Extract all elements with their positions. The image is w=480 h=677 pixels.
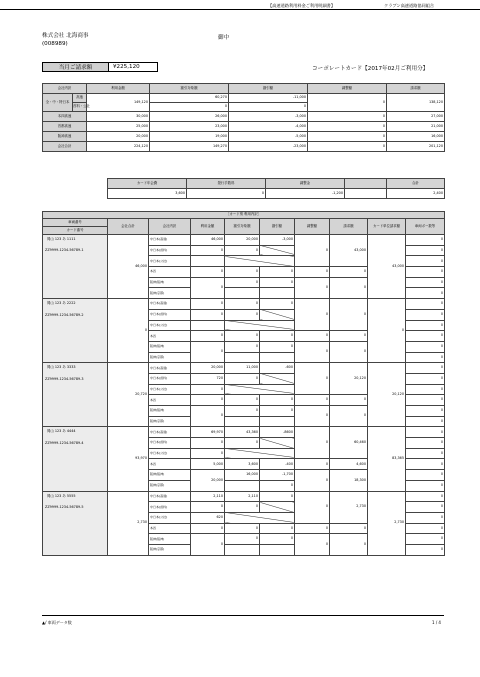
row-usage xyxy=(191,320,225,331)
row-cardcount: 0 xyxy=(406,245,445,256)
row-company: 中日本(首料) xyxy=(149,502,191,513)
row-cardcount: 0 xyxy=(406,235,445,246)
row-usage: 0 xyxy=(191,406,225,427)
row-adjust: 0 xyxy=(295,235,330,267)
row-usage: 0 xyxy=(191,502,225,513)
row-usage: 0 xyxy=(191,384,225,395)
row-disc-target xyxy=(225,352,260,363)
sum-row0-label: 全・中・特日本 xyxy=(43,94,73,112)
page-number: 1 / 4 xyxy=(432,620,441,625)
row-disc: -400 xyxy=(260,459,295,470)
row-adjust: 0 xyxy=(295,267,330,278)
sum-row2-v2: -4,000 xyxy=(229,122,308,132)
row-usage: 69,970 xyxy=(191,427,225,438)
row-disc xyxy=(260,288,295,299)
company-block xyxy=(42,33,89,48)
footer-note: ▲/ 車両データ数 xyxy=(42,620,72,625)
detail-h-7: 請求額 xyxy=(330,219,368,235)
row-slash xyxy=(225,384,295,395)
row-slash xyxy=(225,320,295,331)
row-cardcount: 0 xyxy=(406,352,445,363)
row-disc xyxy=(260,438,295,449)
row-company: 中日本(首料) xyxy=(149,309,191,320)
row-disc-target: 0 xyxy=(225,373,260,384)
card-plate: 岡山 123 あ 4444 xyxy=(47,429,76,434)
detail-h-5: 割引額 xyxy=(260,219,295,235)
sum-row3-v0: 20,000 xyxy=(87,132,150,142)
row-company: 中日本(高速) xyxy=(149,363,191,374)
row-usage: 20,000 xyxy=(191,363,225,374)
card-total: 93,970 xyxy=(108,427,149,491)
row-company: 阪神(京都) xyxy=(149,544,191,555)
row-cardcount: 0 xyxy=(406,384,445,395)
row-cardcount: 0 xyxy=(406,470,445,481)
card-plate: 岡山 123 あ 5555 xyxy=(47,493,76,498)
row-cardcount: 0 xyxy=(406,438,445,449)
row-company: 中日本(首料) xyxy=(149,438,191,449)
fee-issue: 0 xyxy=(187,189,266,199)
row-usage: 46,000 xyxy=(191,235,225,246)
fee-h-adjust: 調整金 xyxy=(266,179,345,189)
detail-h-8: カード単位請求額 xyxy=(368,219,406,235)
row-company: 阪神(阪神) xyxy=(149,406,191,417)
summary-table xyxy=(42,83,445,152)
row-disc: 0 xyxy=(260,267,295,278)
sum-row4-v1: 149,270 xyxy=(150,142,229,152)
row-usage: 0 xyxy=(191,277,225,298)
row-request: 0 xyxy=(330,406,368,427)
fee-total: 2,400 xyxy=(387,189,445,199)
sum-row1-v4: 27,000 xyxy=(387,112,445,122)
row-adjust: 0 xyxy=(295,299,330,331)
sum-row0-sub2: 首料・公社 xyxy=(73,103,87,112)
sum-row4-v0: 224,120 xyxy=(87,142,150,152)
sum-row1-label: 本四高速 xyxy=(43,112,87,122)
footer-rule xyxy=(42,615,444,616)
sum-row4-v2: -23,000 xyxy=(229,142,308,152)
row-cardcount: 0 xyxy=(406,406,445,417)
detail-h-3: 利用金額 xyxy=(191,219,225,235)
row-disc-target: 0 xyxy=(225,267,260,278)
row-cardcount: 0 xyxy=(406,459,445,470)
row-disc: -1,700 xyxy=(260,470,295,481)
card-number: ZZ9999-1234-56789-3 xyxy=(45,376,84,381)
row-company: 阪神(京都) xyxy=(149,480,191,491)
detail-h-9: 車両ポー数等 xyxy=(406,219,445,235)
fee-adjust: -1,200 xyxy=(266,189,345,199)
row-disc: 0 xyxy=(260,299,295,310)
sum-row4-v3: 0 xyxy=(308,142,387,152)
row-company: 中日本(首料) xyxy=(149,373,191,384)
row-disc: -600 xyxy=(260,363,295,374)
row-request: 60,460 xyxy=(330,427,368,459)
detail-h-4: 割引対象額 xyxy=(225,219,260,235)
row-request: 0 xyxy=(330,534,368,555)
fee-h-annual: カード年会費 xyxy=(108,179,187,189)
row-company: 中日本(公社) xyxy=(149,512,191,523)
row-adjust: 0 xyxy=(295,331,330,342)
sum-row0-v1: 60,270 xyxy=(150,94,229,103)
sum-h-breakdown: 会社内訳 xyxy=(43,84,87,94)
row-cardcount: 0 xyxy=(406,320,445,331)
row-usage: 0 xyxy=(191,267,225,278)
fee-h-issue: 発行手数料 xyxy=(187,179,266,189)
fees-table xyxy=(107,178,445,199)
fee-blank xyxy=(345,189,387,199)
card-total: 46,000 xyxy=(108,235,149,299)
sum-row1-v1: 26,000 xyxy=(150,112,229,122)
row-adjust: 0 xyxy=(295,427,330,459)
card-total: 2,730 xyxy=(108,491,149,555)
row-disc xyxy=(260,309,295,320)
row-cardcount: 0 xyxy=(406,491,445,502)
row-cardcount: 0 xyxy=(406,309,445,320)
sum-row2-v4: 21,000 xyxy=(387,122,445,132)
row-disc-target: 0 xyxy=(225,245,260,256)
row-usage: 0 xyxy=(191,534,225,555)
row-request: 4,600 xyxy=(330,459,368,470)
row-usage: 5,000 xyxy=(191,459,225,470)
row-request: 2,730 xyxy=(330,491,368,523)
sum-row2-v0: 25,000 xyxy=(87,122,150,132)
sum-row0b-v2: 0 xyxy=(229,103,308,112)
row-company: 中日本(公社) xyxy=(149,384,191,395)
row-disc-target: 0 xyxy=(225,341,260,352)
row-slash xyxy=(225,512,295,523)
sum-row1-v2: -3,000 xyxy=(229,112,308,122)
row-company: 阪神(京都) xyxy=(149,416,191,427)
bill-amount-box xyxy=(42,62,158,72)
detail-h-2: 会社内訳 xyxy=(149,219,191,235)
sum-row0-v3: 0 xyxy=(308,94,387,112)
row-usage: 0 xyxy=(191,341,225,362)
row-adjust: 0 xyxy=(295,534,330,555)
row-request: 0 xyxy=(330,277,368,298)
row-disc: 0 xyxy=(260,480,295,491)
card-plate-cell xyxy=(43,427,108,491)
row-adjust: 0 xyxy=(295,491,330,523)
card-request: 20,120 xyxy=(368,363,406,427)
header-rule xyxy=(0,9,480,10)
bill-label: 当月ご請求額 xyxy=(43,63,109,71)
fee-h-blank xyxy=(345,179,387,189)
row-cardcount: 0 xyxy=(406,480,445,491)
card-plate-cell xyxy=(43,235,108,299)
row-cardcount: 0 xyxy=(406,331,445,342)
sum-row2-v3: 0 xyxy=(308,122,387,132)
row-request: 0 xyxy=(330,523,368,534)
sum-row4-v4: 201,120 xyxy=(387,142,445,152)
row-disc-target: 0 xyxy=(225,523,260,534)
sum-row3-v3: 0 xyxy=(308,132,387,142)
row-cardcount: 0 xyxy=(406,512,445,523)
onchu-label: 御中 xyxy=(218,35,230,41)
row-disc: 0 xyxy=(260,534,295,545)
row-cardcount: 0 xyxy=(406,416,445,427)
row-cardcount: 0 xyxy=(406,267,445,278)
row-usage: 2,110 xyxy=(191,491,225,502)
sum-row3-label: 阪神高速 xyxy=(43,132,87,142)
row-cardcount: 0 xyxy=(406,427,445,438)
row-cardcount: 0 xyxy=(406,373,445,384)
card-plate: 岡山 123 あ 2222 xyxy=(47,301,76,306)
row-disc-target xyxy=(225,544,260,555)
sum-h-request: 請求額 xyxy=(387,84,445,94)
sum-row4-label: 会社合計 xyxy=(43,142,87,152)
row-cardcount: 0 xyxy=(406,395,445,406)
row-request: 18,300 xyxy=(330,470,368,491)
row-usage: 20,000 xyxy=(191,470,225,491)
row-disc: 0 xyxy=(260,341,295,352)
row-adjust: 0 xyxy=(295,523,330,534)
row-slash xyxy=(225,448,295,459)
row-usage: 0 xyxy=(191,523,225,534)
row-company: 中日本(高速) xyxy=(149,299,191,310)
sum-row2-v1: 23,000 xyxy=(150,122,229,132)
corporate-card-period: コーポレートカード【2017年02月ご利用分】 xyxy=(312,66,429,72)
row-disc-target xyxy=(225,288,260,299)
card-request: 83,365 xyxy=(368,427,406,491)
header-title: 【高速道路利用料金ご利用明細書】 xyxy=(268,3,336,8)
row-disc: -3,000 xyxy=(260,235,295,246)
card-plate: 岡山 123 あ 3333 xyxy=(47,365,76,370)
row-request: 43,000 xyxy=(330,235,368,267)
row-request: 0 xyxy=(330,341,368,362)
card-plate-cell xyxy=(43,363,108,427)
row-adjust: 0 xyxy=(295,277,330,298)
row-usage: 0 xyxy=(191,309,225,320)
row-request: 0 xyxy=(330,267,368,278)
sum-row0-v2: -11,000 xyxy=(229,94,308,103)
sum-row1-v0: 30,000 xyxy=(87,112,150,122)
detail-h-6: 調整額 xyxy=(295,219,330,235)
row-company: 中日本(公社) xyxy=(149,448,191,459)
row-company: 本四 xyxy=(149,331,191,342)
row-disc-target: 0 xyxy=(225,502,260,513)
row-disc-target: 0 xyxy=(225,299,260,310)
row-disc-target: 0 xyxy=(225,438,260,449)
sum-h-disc: 割引額 xyxy=(229,84,308,94)
row-disc-target: 20,000 xyxy=(225,235,260,246)
row-disc: 0 xyxy=(260,523,295,534)
row-adjust: 0 xyxy=(295,459,330,470)
card-number: ZZ9999-1234-56789-1 xyxy=(45,248,84,253)
row-disc-target: 0 xyxy=(225,395,260,406)
row-disc xyxy=(260,352,295,363)
row-company: 本四 xyxy=(149,395,191,406)
header-org: クラブン高速道路協同組合 xyxy=(384,3,435,8)
row-cardcount: 0 xyxy=(406,256,445,267)
row-adjust: 0 xyxy=(295,406,330,427)
row-disc xyxy=(260,502,295,513)
row-disc-target: 3,600 xyxy=(225,459,260,470)
card-plate-cell xyxy=(43,299,108,363)
sum-h-usage: 利用金額 xyxy=(87,84,150,94)
sum-row3-v4: 16,000 xyxy=(387,132,445,142)
row-disc xyxy=(260,245,295,256)
row-disc: 0 xyxy=(260,395,295,406)
row-usage: 0 xyxy=(191,299,225,310)
row-disc: -8600 xyxy=(260,427,295,438)
row-disc-target: 43,360 xyxy=(225,427,260,438)
sum-row0-v4: 138,120 xyxy=(387,94,445,112)
row-cardcount: 0 xyxy=(406,363,445,374)
row-cardcount: 0 xyxy=(406,277,445,288)
row-disc xyxy=(260,373,295,384)
sum-row3-v1: 19,000 xyxy=(150,132,229,142)
company-name: 株式会社 北海商事 xyxy=(42,33,89,39)
row-usage: 720 xyxy=(191,373,225,384)
row-company: 阪神(阪神) xyxy=(149,341,191,352)
row-company: 阪神(京都) xyxy=(149,352,191,363)
row-disc-target: 2,110 xyxy=(225,491,260,502)
row-disc: 0 xyxy=(260,491,295,502)
sum-h-adjust: 調整額 xyxy=(308,84,387,94)
row-disc-target: 16,000 xyxy=(225,470,260,481)
row-company: 中日本(高速) xyxy=(149,427,191,438)
row-company: 中日本(公社) xyxy=(149,256,191,267)
row-usage: 620 xyxy=(191,512,225,523)
row-company: 中日本(公社) xyxy=(149,320,191,331)
card-request: 43,000 xyxy=(368,235,406,299)
row-company: 阪神(阪神) xyxy=(149,534,191,545)
row-disc-target: 0 xyxy=(225,331,260,342)
card-total: 0 xyxy=(108,299,149,363)
row-cardcount: 0 xyxy=(406,448,445,459)
card-number: ZZ9999-1234-56789-4 xyxy=(45,440,84,445)
row-cardcount: 0 xyxy=(406,534,445,545)
card-detail-table xyxy=(42,211,445,556)
detail-h-1: 会社合計 xyxy=(108,219,149,235)
card-plate: 岡山 123 あ 1111 xyxy=(47,237,76,241)
row-company: 中日本(高速) xyxy=(149,491,191,502)
row-company: 本四 xyxy=(149,523,191,534)
row-disc-target: 0 xyxy=(225,534,260,545)
sum-h-disc-target: 割引対象額 xyxy=(150,84,229,94)
row-disc xyxy=(260,544,295,555)
row-company: 中日本(首料) xyxy=(149,245,191,256)
row-adjust: 0 xyxy=(295,470,330,491)
row-adjust: 0 xyxy=(295,341,330,362)
row-cardcount: 0 xyxy=(406,502,445,513)
bill-amount: ¥225,120 xyxy=(113,64,140,70)
row-company: 阪神(京都) xyxy=(149,288,191,299)
row-disc: 0 xyxy=(260,406,295,417)
row-company: 中日本(高速) xyxy=(149,235,191,246)
row-request: 0 xyxy=(330,395,368,406)
detail-h-plate: 車両番号 xyxy=(43,219,108,227)
row-usage: 0 xyxy=(191,448,225,459)
detail-h-cardnum: カード番号 xyxy=(43,227,108,235)
company-id: (008989) xyxy=(42,40,68,47)
row-disc-target xyxy=(225,480,260,491)
row-company: 阪神(阪神) xyxy=(149,277,191,288)
card-number: ZZ9999-1234-56789-5 xyxy=(45,504,84,509)
row-cardcount: 0 xyxy=(406,523,445,534)
card-request: 2,730 xyxy=(368,491,406,555)
row-cardcount: 0 xyxy=(406,544,445,555)
card-number: ZZ9999-1234-56789-2 xyxy=(45,312,84,317)
row-disc-target: 0 xyxy=(225,309,260,320)
row-company: 本四 xyxy=(149,267,191,278)
row-adjust: 0 xyxy=(295,363,330,395)
card-total: 20,720 xyxy=(108,363,149,427)
row-cardcount: 0 xyxy=(406,299,445,310)
row-usage: 0 xyxy=(191,438,225,449)
sum-row0-sub1: 高速 xyxy=(73,94,87,103)
row-cardcount: 0 xyxy=(406,288,445,299)
sum-row2-label: 首都高速 xyxy=(43,122,87,132)
row-disc-target: 11,000 xyxy=(225,363,260,374)
row-usage xyxy=(191,256,225,267)
row-disc: 0 xyxy=(260,331,295,342)
row-disc: 0 xyxy=(260,277,295,288)
row-adjust: 0 xyxy=(295,395,330,406)
row-request: 0 xyxy=(330,299,368,331)
fee-h-total: 合計 xyxy=(387,179,445,189)
row-company: 阪神(阪神) xyxy=(149,470,191,481)
row-usage: 0 xyxy=(191,331,225,342)
row-usage: 0 xyxy=(191,245,225,256)
sum-row0-v0: 149,120 xyxy=(87,94,150,112)
sum-row1-v3: 0 xyxy=(308,112,387,122)
row-request: 0 xyxy=(330,331,368,342)
row-request: 20,120 xyxy=(330,363,368,395)
fee-annual: 3,600 xyxy=(108,189,187,199)
row-company: 本四 xyxy=(149,459,191,470)
row-disc-target xyxy=(225,416,260,427)
row-usage: 0 xyxy=(191,395,225,406)
row-cardcount: 0 xyxy=(406,341,445,352)
row-disc-target: 0 xyxy=(225,277,260,288)
sum-row0b-v1: 0 xyxy=(150,103,229,112)
card-request: 0 xyxy=(368,299,406,363)
card-plate-cell xyxy=(43,491,108,555)
row-disc xyxy=(260,416,295,427)
sum-row3-v2: -5,000 xyxy=(229,132,308,142)
detail-title: ［カード別 利用内訳］ xyxy=(43,212,445,219)
row-slash xyxy=(225,256,295,267)
row-disc-target: 0 xyxy=(225,406,260,417)
